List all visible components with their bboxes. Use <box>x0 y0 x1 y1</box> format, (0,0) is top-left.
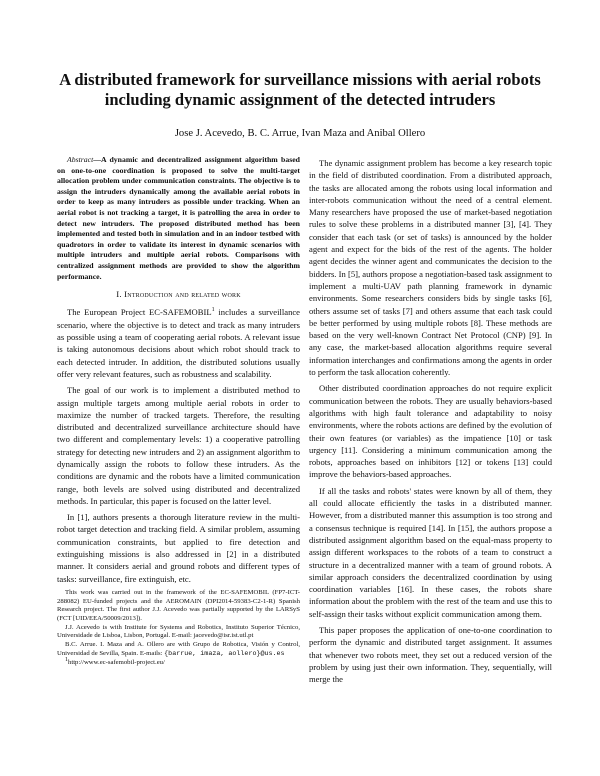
intro-p1-rest: includes a surveillance scenario, where the objective is to detect and track as many intruders as possible using a team of cooperating aerial robots. A relevant issue is taking autonomous decisions about which robot should track to each detected intruder. In addition, the distributed solutions usually offer very relevant features, such as robustness and scalability. <box>57 307 301 379</box>
abstract-text: —A dynamic and decentralized assignment algorithm based on one-to-one coordination is proposed to solve the multi-target allocation problem under communication constraints. The objective is to assign the intruders dynamically among the available aerial robots in order to keep as many intruders as possible under tracking. When an aerial robot is not tracking a target, it is patrolling the area in order to detect new intruders. The proposed distributed method has been implemented and tested both in simulation and in an indoor testbed with quadrotors in order to validate its interest in dynamic scenarios with multiple intruders and multiple aerial robots. Comparisons with centralized assignment methods are provided to show the algorithm performance. <box>57 155 300 281</box>
paper-title <box>40 70 560 110</box>
footnote-url-marker: 1 <box>65 656 68 663</box>
title-line-2: including dynamic assignment of the detected intruders <box>104 90 496 109</box>
footnote-affiliation-2 <box>57 641 300 658</box>
footnotes <box>57 589 300 667</box>
right-column <box>309 157 552 689</box>
abstract-label: Abstract <box>67 155 94 164</box>
intro-p1-start: The European Project EC-SAFEMOBIL <box>67 307 212 318</box>
author-list: Jose J. Acevedo, B. C. Arrue, Ivan Maza and Anibal Ollero <box>174 128 426 139</box>
intro-paragraph-3: In [1], authors presents a thorough literature review in the multi-robot target detection and tracking field. A similar problem, assuming communication constraints, but applied to fire detection and extinguishing missions is also addressed in [2] in a distributed manner. It considers aerial and ground robots and different types of tasks: surveillance, fire extinguish, etc. <box>57 512 300 584</box>
intro-paragraph-1 <box>57 306 300 380</box>
left-column <box>57 155 300 667</box>
abstract <box>57 155 300 282</box>
author-emails: {barrue, imaza, aollero}@us.es <box>164 649 285 658</box>
footnote-funding: This work was carried out in the framework of the EC-SAFEMOBIL (FP7-ICT-288082) EU-funded projects and the AEROMAIN (DPI2014-59383-C2-1-R) Spanish Research project. The first author J.J. Acevedo was partially supported by the LARSyS (FCT [UID/EEA/50009/2013]). <box>57 588 300 623</box>
section-title: Introduction and related work <box>124 289 241 300</box>
related-paragraph-2: Other distributed coordination approaches do not require explicit communication between the robots. They are usually behaviors-based algorithms with high fault tolerance and adaptability to noisy environments, where the robots actions are defined by the evolution of their own features (or variables) as the impatience [10] or task urgency [11]. Considering a minimum communication among the robots, approaches based on inhibitors [12] or tokens [13] could improve the behaviors-based approaches. <box>309 383 552 480</box>
title-line-1: A distributed framework for surveillance missions with aerial robots <box>59 70 541 89</box>
related-paragraph-3: If all the tasks and robots' states were known by all of them, they all could allocate efficiently the tasks in a distributed manner. However, from a distributed manner this assumption is too strong and a consensus technique is required [14]. In [15], the authors propose a distributed assignment algorithm based on the equal-mass property to assign different workspaces to the robots of a team to construct a structure in a decentralized manner with a team of ground robots. A similar approach considers the decentralized coordination by using coordination variables [16]. In these cases, the robots share information about the problem with the rest of the team and use this to self-assign their tasks without explicit communication among them. <box>309 485 552 619</box>
project-url: http://www.ec-safemobil-project.eu/ <box>68 658 165 666</box>
section-number: I. <box>116 289 122 300</box>
related-paragraph-4: This paper proposes the application of one-to-one coordination to perform the dynamic and distributed target assignment. It assumes that whenever two robots meet, they set out a reduced version of the problem by using just their own information. They, sequentially, will merge the <box>309 624 552 685</box>
section-heading <box>57 288 300 300</box>
footnote-affiliation-1: J.J. Acevedo is with Institute for Systems and Robotics, Instituto Superior Técnico, Universidade de Lisboa, Lisbon, Portugal. E-mail: jacevedo@isr.ist.utl.pt <box>57 623 300 640</box>
footnote-affiliation-2-text: B.C. Arrue. I. Maza and A. Ollero are with Grupo de Robotica, Visión y Control, Universidad de Sevilla, Spain. E-mails: <box>57 641 300 657</box>
related-paragraph-1: The dynamic assignment problem has become a key research topic in the field of distributed coordination. From a distributed approach, the tasks are allocated among the robots using local information and inter-robots communication without the need of a central element. Many researchers have proposed the use of market-based negotiation rules to solve these problems in a distributed manner [3], [4]. They consider that each task (or set of tasks) is announced by the holder agent and expect for the bids of the rest of the agents. The holder agent decides the winner agent and communicates the decision to the bidders. In [5], authors propose a negotiation-based task assignment to implement a multi-UAV path planning framework in dynamic environments. Some researchers considers bids by single tasks [6], others assume set of tasks [7] and others assume that each task could be better performed by using multiple robots [8]. These methods are based on the very well-known Contract Net Protocol (CNP) [9]. In any case, the market-based allocation algorithms require several information interchanges and confirmations among the agents in order to perform the task allocation coherently. <box>309 158 552 378</box>
footnote-marker: 1 <box>211 307 215 314</box>
footnote-project-url <box>57 656 300 668</box>
intro-paragraph-2: The goal of our work is to implement a distributed method to assign multiple targets among multiple aerial robots in order to maximize the number of tracked targets. Therefore, the resulting distributed and decentralized surveillance architecture should have two different and complementary levels: 1) a cooperative patrolling strategy for detecting new intruders and 2) an assignment algorithm to dynamically assign the robots to follow these intruders. As the conditions are dynamic and the robots have a limited communication range, both levels are solved using distributed and decentralized methods. In particular, this paper is focused on the latter level. <box>57 385 300 506</box>
